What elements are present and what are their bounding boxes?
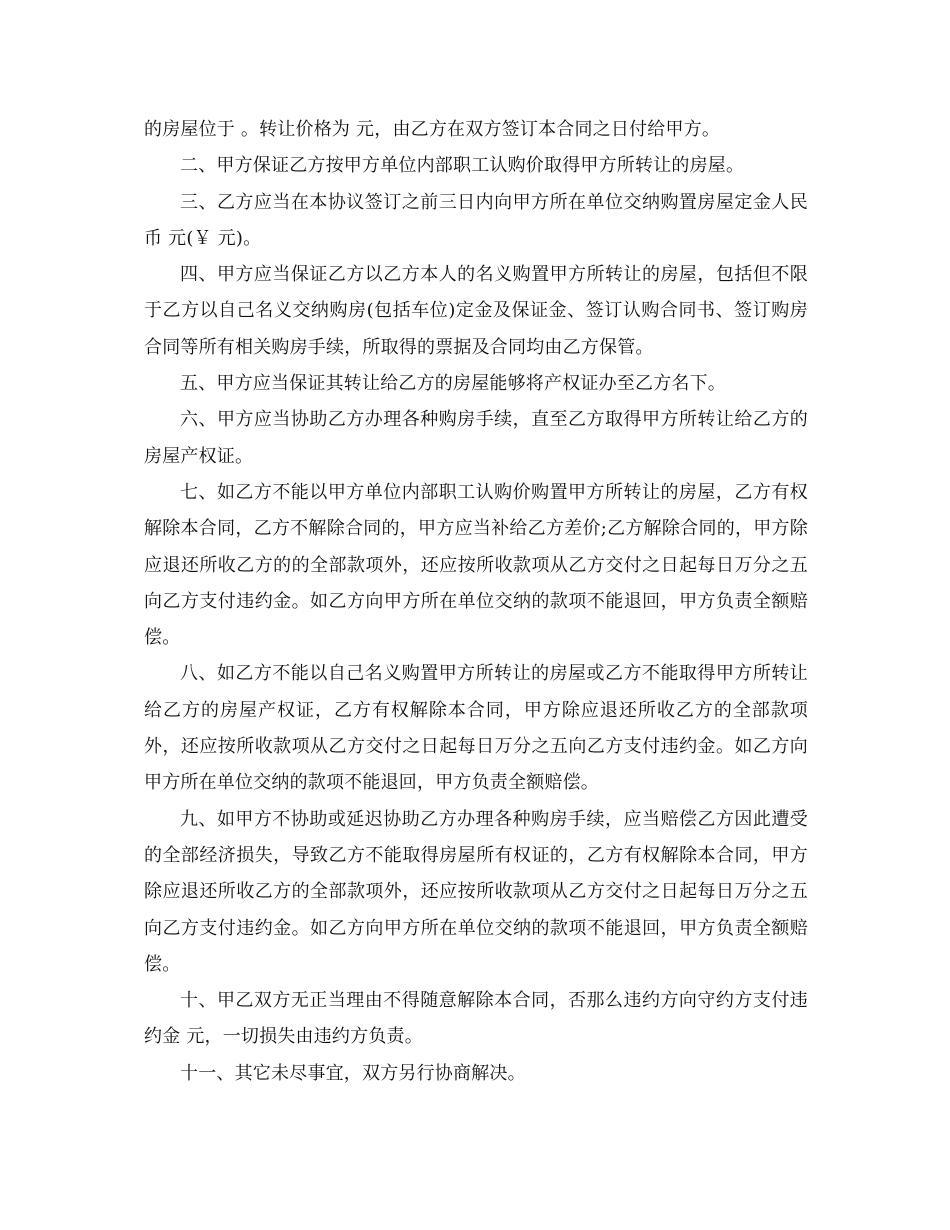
clause-6: 六、甲方应当协助乙方办理各种购房手续，直至乙方取得甲方所转让给乙方的房屋产权证。 <box>144 409 808 467</box>
clause-3: 三、乙方应当在本协议签订之前三日内向甲方所在单位交纳购置房屋定金人民币 元(￥ 元)。 <box>144 191 808 249</box>
clause-10: 十、甲乙双方无正当理由不得随意解除本合同，否那么违约方向守约方支付违约金 元，一切损失由违约方负责。 <box>144 990 808 1048</box>
clause-8: 八、如乙方不能以自己名义购置甲方所转让的房屋或乙方不能取得甲方所转让给乙方的房屋产权证，乙方有权解除本合同，甲方除应退还所收乙方的全部款项外，还应按所收款项从乙方交付之日起每日万分之五向乙方支付违约金。如乙方向甲方所在单位交纳的款项不能退回，甲方负责全额赔偿。 <box>144 663 808 794</box>
paragraph-continuation: 的房屋位于 。转让价格为 元，由乙方在双方签订本合同之日付给甲方。 <box>144 119 721 140</box>
clause-2: 二、甲方保证乙方按甲方单位内部职工认购价取得甲方所转让的房屋。 <box>180 155 745 177</box>
clause-5: 五、甲方应当保证其转让给乙方的房屋能够将产权证办至乙方名下。 <box>180 373 726 395</box>
clause-11: 十一、其它未尽事宜，双方另行协商解决。 <box>180 1062 526 1084</box>
clause-9: 九、如甲方不协助或延迟协助乙方办理各种购房手续，应当赔偿乙方因此遭受的全部经济损失，导致乙方不能取得房屋所有权证的，乙方有权解除本合同，甲方除应退还所收乙方的全部款项外，还应按所收款项从乙方交付之日起每日万分之五向乙方支付违约金。如乙方向甲方所在单位交纳的款项不能退回，甲方负责全额赔偿。 <box>144 808 808 975</box>
clause-4: 四、甲方应当保证乙方以乙方本人的名义购置甲方所转让的房屋，包括但不限于乙方以自己名义交纳购房(包括车位)定金及保证金、签订认购合同书、签订购房合同等所有相关购房手续，所取得的票据及合同均由乙方保管。 <box>144 264 808 358</box>
contract-body <box>144 112 808 1092</box>
clause-7: 七、如乙方不能以甲方单位内部职工认购价购置甲方所转让的房屋，乙方有权解除本合同，乙方不解除合同的，甲方应当补给乙方差价;乙方解除合同的，甲方除应退还所收乙方的的全部款项外，还应按所收款项从乙方交付之日起每日万分之五向乙方支付违约金。如乙方向甲方所在单位交纳的款项不能退回，甲方负责全额赔偿。 <box>144 481 808 649</box>
